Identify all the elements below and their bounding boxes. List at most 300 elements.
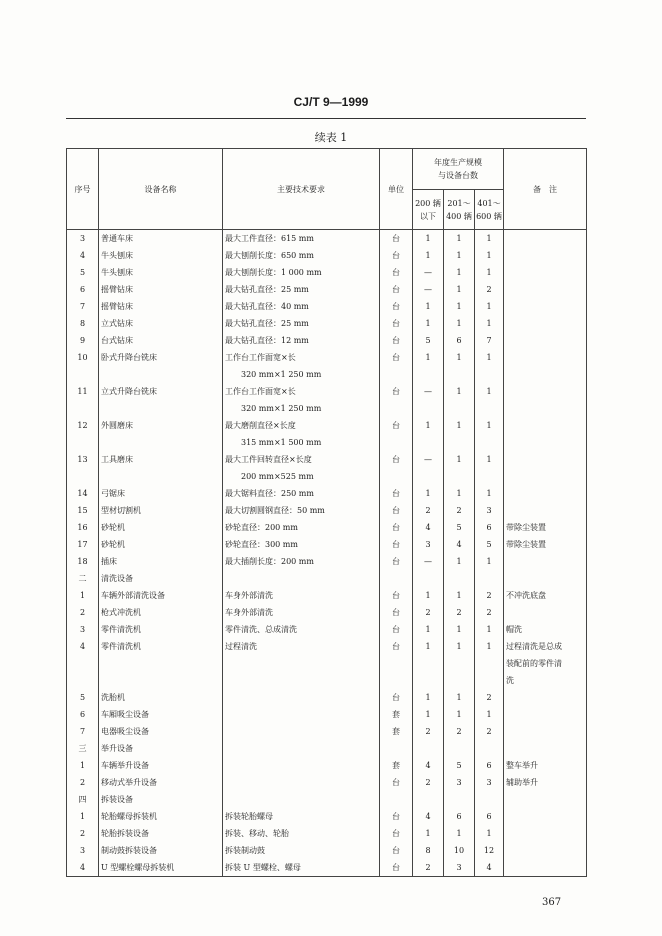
cell-name: 台式钻床 [99,332,223,349]
cell-q2: 1 [444,383,475,400]
cell-note [504,825,587,842]
cell-q2: 5 [444,519,475,536]
cell-q3 [475,672,504,689]
cell-spec [223,740,380,757]
cell-name: 砂轮机 [99,536,223,553]
cell-unit: 台 [380,332,413,349]
table-row [67,774,587,791]
cell-unit: 台 [380,264,413,281]
cell-note [504,791,587,808]
cell-q3 [475,791,504,808]
cell-q1 [413,366,444,383]
cell-q1: 1 [413,706,444,723]
cell-note: 不冲洗底盘 [504,587,587,604]
table-row [67,349,587,366]
cell-spec [223,757,380,774]
cell-note [504,859,587,877]
cell-q1: 5 [413,332,444,349]
table-row [67,519,587,536]
cell-unit: 台 [380,621,413,638]
cell-name: 摇臂钻床 [99,298,223,315]
cell-unit: 台 [380,774,413,791]
cell-note [504,332,587,349]
cell-note: 帽洗 [504,621,587,638]
table-row [67,281,587,298]
cell-q3: 6 [475,757,504,774]
table-caption: 续表 1 [314,131,348,144]
cell-q1: — [413,553,444,570]
equipment-table [66,148,587,877]
cell-q1: — [413,383,444,400]
cell-name: 拆装设备 [99,791,223,808]
cell-note [504,349,587,366]
cell-name: 牛头刨床 [99,264,223,281]
cell-q1 [413,655,444,672]
table-row [67,791,587,808]
table-row [67,825,587,842]
cell-note [504,281,587,298]
cell-no: 1 [67,587,99,604]
cell-no: 1 [67,808,99,825]
cell-no: 3 [67,230,99,248]
cell-unit: 台 [380,383,413,400]
cell-q2 [444,791,475,808]
cell-spec: 320 mm×1 250 mm [223,366,380,383]
cell-q3: 1 [475,553,504,570]
header-spec: 主要技术要求 [223,149,380,230]
cell-note [504,842,587,859]
cell-no: 4 [67,247,99,264]
cell-q1: 1 [413,621,444,638]
cell-name: 插床 [99,553,223,570]
cell-spec: 过程清洗 [223,638,380,655]
cell-note [504,417,587,434]
cell-no: 11 [67,383,99,400]
cell-q3: 1 [475,417,504,434]
cell-no: 3 [67,842,99,859]
cell-q1: 1 [413,349,444,366]
cell-unit [380,655,413,672]
cell-spec: 最大工件直径：615 mm [223,230,380,248]
cell-no: 15 [67,502,99,519]
cell-unit [380,468,413,485]
cell-no: 18 [67,553,99,570]
cell-no: 12 [67,417,99,434]
cell-no [67,655,99,672]
cell-no: 14 [67,485,99,502]
cell-q2: 1 [444,298,475,315]
table-row [67,468,587,485]
cell-q3: 1 [475,247,504,264]
cell-no: 2 [67,604,99,621]
cell-unit: 台 [380,859,413,877]
cell-unit: 台 [380,587,413,604]
cell-unit [380,570,413,587]
cell-note [504,468,587,485]
cell-q3: 12 [475,842,504,859]
cell-q3: 1 [475,451,504,468]
cell-no: 三 [67,740,99,757]
cell-spec [223,791,380,808]
cell-note: 带除尘装置 [504,519,587,536]
cell-name: 牛头刨床 [99,247,223,264]
cell-q2: 6 [444,808,475,825]
cell-note [504,230,587,248]
cell-unit [380,740,413,757]
cell-q3: 1 [475,621,504,638]
cell-q3: 2 [475,689,504,706]
cell-unit: 台 [380,604,413,621]
cell-spec: 最大钻孔直径：40 mm [223,298,380,315]
cell-spec [223,655,380,672]
table-row [67,485,587,502]
cell-spec: 最大磨削直径×长度 [223,417,380,434]
header-scale-sub-2: 201～ 400 辆 [444,190,475,230]
cell-unit: 台 [380,502,413,519]
cell-q2: 3 [444,859,475,877]
cell-unit: 台 [380,298,413,315]
cell-no: 四 [67,791,99,808]
cell-q2: 2 [444,604,475,621]
cell-name: 洗胎机 [99,689,223,706]
cell-name [99,400,223,417]
cell-unit: 套 [380,757,413,774]
cell-no: 8 [67,315,99,332]
cell-q3: 6 [475,519,504,536]
table-row [67,383,587,400]
cell-q1: 1 [413,230,444,248]
cell-spec: 拆装 U 型螺栓、螺母 [223,859,380,877]
table-row [67,315,587,332]
cell-no [67,366,99,383]
cell-spec: 最大刨削长度：650 mm [223,247,380,264]
cell-q1: 4 [413,757,444,774]
cell-q2 [444,740,475,757]
cell-spec: 最大工件回转直径×长度 [223,451,380,468]
cell-spec: 最大切割圆钢直径：50 mm [223,502,380,519]
cell-no: 7 [67,723,99,740]
cell-name: 零件清洗机 [99,621,223,638]
table-row [67,264,587,281]
cell-unit: 套 [380,706,413,723]
cell-unit [380,672,413,689]
cell-q1 [413,740,444,757]
cell-q1: 2 [413,774,444,791]
cell-unit: 台 [380,417,413,434]
cell-q1: 2 [413,604,444,621]
cell-q2: 1 [444,587,475,604]
cell-q2: 1 [444,553,475,570]
cell-q1: 3 [413,536,444,553]
cell-spec [223,774,380,791]
cell-unit: 台 [380,349,413,366]
table-row [67,298,587,315]
cell-q2: 5 [444,757,475,774]
cell-q1 [413,570,444,587]
cell-name [99,366,223,383]
cell-unit: 台 [380,230,413,248]
cell-q2: 1 [444,638,475,655]
cell-unit: 台 [380,808,413,825]
cell-note [504,366,587,383]
cell-unit: 台 [380,638,413,655]
cell-spec: 零件清洗、总成清洗 [223,621,380,638]
cell-q2: 1 [444,264,475,281]
cell-q1: — [413,264,444,281]
cell-note: 过程清洗是总成 [504,638,587,655]
cell-spec: 拆装轮胎螺母 [223,808,380,825]
cell-note [504,315,587,332]
cell-spec: 拆装制动鼓 [223,842,380,859]
cell-q1: 2 [413,502,444,519]
cell-note: 洗 [504,672,587,689]
cell-name: 外圆磨床 [99,417,223,434]
cell-q3: 1 [475,298,504,315]
header-name: 设备名称 [99,149,223,230]
cell-note [504,689,587,706]
cell-q2: 2 [444,502,475,519]
table-row [67,434,587,451]
cell-name: 立式钻床 [99,315,223,332]
table-row [67,230,587,248]
cell-name [99,468,223,485]
cell-q3: 1 [475,706,504,723]
cell-name: 轮胎拆装设备 [99,825,223,842]
cell-q3: 4 [475,859,504,877]
cell-q3 [475,570,504,587]
cell-q2: 1 [444,485,475,502]
cell-note [504,604,587,621]
cell-q3: 1 [475,230,504,248]
cell-q3: 7 [475,332,504,349]
cell-unit: 台 [380,689,413,706]
cell-unit: 套 [380,723,413,740]
standard-header: CJ/T 9—1999 [293,95,369,109]
cell-q2: 1 [444,706,475,723]
cell-q1: — [413,281,444,298]
cell-q3: 2 [475,281,504,298]
cell-name: 车辆外部清洗设备 [99,587,223,604]
cell-q3: 2 [475,604,504,621]
cell-q2 [444,468,475,485]
cell-spec: 最大插削长度：200 mm [223,553,380,570]
cell-name [99,672,223,689]
cell-q3: 1 [475,638,504,655]
header-scale-line1: 年度生产规模 [434,158,482,167]
cell-spec: 工作台工作面宽×长 [223,383,380,400]
cell-q2: 1 [444,230,475,248]
cell-q1 [413,400,444,417]
cell-no [67,400,99,417]
cell-note [504,247,587,264]
table-row [67,417,587,434]
cell-q3: 1 [475,485,504,502]
cell-name: 弓锯床 [99,485,223,502]
cell-no: 5 [67,689,99,706]
cell-no: 1 [67,757,99,774]
table-row [67,332,587,349]
cell-note: 带除尘装置 [504,536,587,553]
cell-q1 [413,672,444,689]
table-row [67,655,587,672]
cell-unit: 台 [380,315,413,332]
cell-name: 清洗设备 [99,570,223,587]
cell-spec: 最大刨削长度：1 000 mm [223,264,380,281]
cell-spec: 车身外部清洗 [223,604,380,621]
cell-unit: 台 [380,553,413,570]
cell-q1: 1 [413,485,444,502]
cell-unit: 台 [380,281,413,298]
cell-unit: 台 [380,485,413,502]
cell-q2: 3 [444,774,475,791]
cell-q2 [444,366,475,383]
cell-q2: 1 [444,417,475,434]
cell-no: 9 [67,332,99,349]
table-row [67,621,587,638]
cell-q3 [475,434,504,451]
cell-no [67,468,99,485]
cell-name: 轮胎螺母拆装机 [99,808,223,825]
cell-spec: 200 mm×525 mm [223,468,380,485]
cell-q2: 1 [444,349,475,366]
cell-unit [380,791,413,808]
cell-unit: 台 [380,825,413,842]
cell-q2: 2 [444,723,475,740]
cell-unit: 台 [380,247,413,264]
cell-note [504,383,587,400]
cell-note [504,264,587,281]
cell-q2 [444,655,475,672]
table-row [67,757,587,774]
table-row [67,859,587,877]
cell-name: 型材切割机 [99,502,223,519]
cell-spec: 砂轮直径：200 mm [223,519,380,536]
cell-name: 零件清洗机 [99,638,223,655]
header-scale-group [413,149,504,190]
cell-spec [223,570,380,587]
cell-q2: 10 [444,842,475,859]
cell-q1: 4 [413,519,444,536]
cell-name: 立式升降台铣床 [99,383,223,400]
cell-q2: 1 [444,281,475,298]
cell-q1: 2 [413,859,444,877]
cell-spec: 320 mm×1 250 mm [223,400,380,417]
cell-q1: 1 [413,247,444,264]
cell-no: 4 [67,638,99,655]
table-row [67,536,587,553]
cell-q2: 1 [444,451,475,468]
cell-unit: 台 [380,842,413,859]
cell-q1: 1 [413,638,444,655]
cell-q2: 1 [444,621,475,638]
cell-q2 [444,434,475,451]
cell-note [504,451,587,468]
cell-spec: 最大钻孔直径：25 mm [223,281,380,298]
cell-q1: 1 [413,298,444,315]
header-rule [66,118,586,119]
cell-q1: 1 [413,315,444,332]
header-scale-line2: 与设备台数 [438,171,478,180]
header-note: 备 注 [504,149,587,230]
cell-spec: 最大钻孔直径：25 mm [223,315,380,332]
cell-name: 摇臂钻床 [99,281,223,298]
cell-note: 辅助举升 [504,774,587,791]
cell-q2: 1 [444,825,475,842]
cell-name: 工具磨床 [99,451,223,468]
cell-q1: 1 [413,825,444,842]
table-row [67,604,587,621]
cell-note [504,706,587,723]
cell-spec: 315 mm×1 500 mm [223,434,380,451]
cell-note [504,485,587,502]
cell-no: 2 [67,774,99,791]
cell-no: 16 [67,519,99,536]
cell-spec: 工作台工作面宽×长 [223,349,380,366]
cell-q2: 1 [444,689,475,706]
cell-name: 枪式冲洗机 [99,604,223,621]
cell-spec: 拆装、移动、轮胎 [223,825,380,842]
cell-name: 举升设备 [99,740,223,757]
cell-no: 10 [67,349,99,366]
cell-no: 5 [67,264,99,281]
cell-q3 [475,468,504,485]
cell-unit: 台 [380,519,413,536]
cell-name: 车辆举升设备 [99,757,223,774]
cell-note [504,502,587,519]
cell-no: 17 [67,536,99,553]
cell-name: 砂轮机 [99,519,223,536]
cell-q2 [444,570,475,587]
cell-q1: 8 [413,842,444,859]
cell-q3 [475,366,504,383]
header-no: 序号 [67,149,99,230]
cell-note: 装配前的零件清 [504,655,587,672]
cell-q3: 1 [475,349,504,366]
cell-note [504,723,587,740]
cell-spec: 最大锯料直径：250 mm [223,485,380,502]
cell-q3: 2 [475,723,504,740]
cell-unit [380,400,413,417]
table-row [67,570,587,587]
cell-spec [223,672,380,689]
cell-name: 普通车床 [99,230,223,248]
cell-no: 6 [67,706,99,723]
cell-q3: 1 [475,825,504,842]
table-row [67,808,587,825]
cell-q3 [475,655,504,672]
cell-name: U 型螺栓螺母拆装机 [99,859,223,877]
cell-no: 6 [67,281,99,298]
cell-q1 [413,434,444,451]
table-row [67,672,587,689]
cell-q1: 4 [413,808,444,825]
cell-q3: 2 [475,587,504,604]
header-scale-sub-1: 200 辆 以下 [413,190,444,230]
cell-no: 二 [67,570,99,587]
cell-q3 [475,740,504,757]
table-row [67,723,587,740]
cell-q1: — [413,451,444,468]
cell-q1: 2 [413,723,444,740]
cell-q3: 1 [475,383,504,400]
cell-name: 卧式升降台铣床 [99,349,223,366]
cell-no: 4 [67,859,99,877]
cell-q2 [444,672,475,689]
cell-unit [380,434,413,451]
table-row [67,587,587,604]
table-row [67,553,587,570]
cell-unit [380,366,413,383]
